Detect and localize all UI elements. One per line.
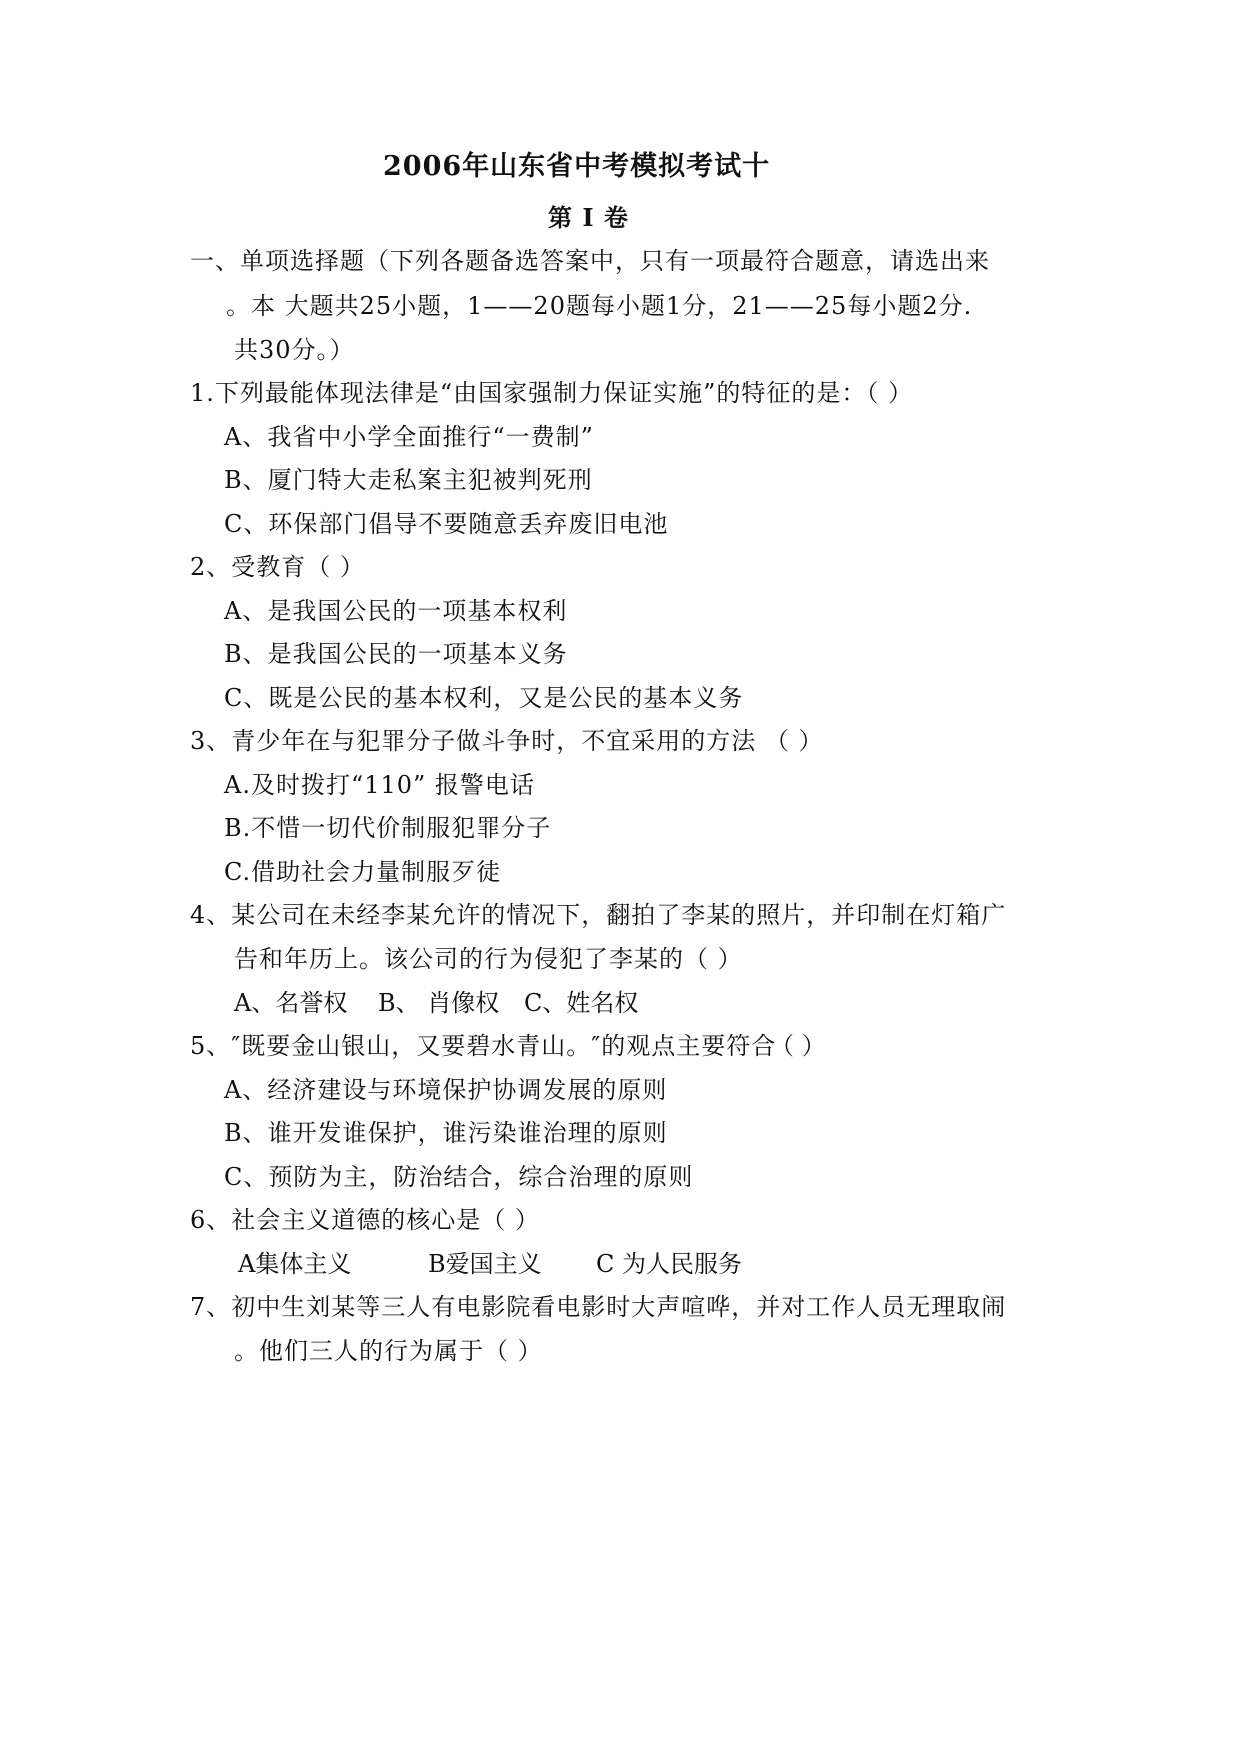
question-5-option-c: C、预防为主，防治结合，综合治理的原则 bbox=[224, 1163, 694, 1191]
question-7-stem-line-2: 。他们三人的行为属于（ ） bbox=[234, 1337, 543, 1365]
question-1-option-b: B、厦门特大走私案主犯被判死刑 bbox=[224, 466, 593, 494]
section-instruction-line-3: 共30分。） bbox=[234, 336, 355, 364]
question-5-option-a: A、经济建设与环境保护协调发展的原则 bbox=[224, 1076, 668, 1104]
question-4-stem-line-1: 4、某公司在未经李某允许的情况下，翻拍了李某的照片，并印制在灯箱广 bbox=[190, 901, 1007, 929]
question-1-stem: 1.下列最能体现法律是“由国家强制力保证实施”的特征的是：（ ） bbox=[190, 379, 914, 407]
section-instruction-line-1: 一、单项选择题（下列各题备选答案中，只有一项最符合题意，请选出来 bbox=[190, 247, 990, 275]
question-3-option-a: A.及时拨打“110” 报警电话 bbox=[224, 771, 535, 799]
question-5-stem: 5、″既要金山银山，又要碧水青山。″的观点主要符合 bbox=[190, 1032, 777, 1060]
question-3-option-b: B.不惜一切代价制服犯罪分子 bbox=[224, 814, 552, 842]
question-4-option-c: C、姓名权 bbox=[524, 989, 639, 1017]
question-6-stem: 6、社会主义道德的核心是（ ） bbox=[190, 1206, 540, 1234]
volume-heading: 第 I 卷 bbox=[548, 203, 629, 232]
question-2-stem: 2、受教育（ ） bbox=[190, 553, 365, 581]
question-7-stem-line-1: 7、初中生刘某等三人有电影院看电影时大声喧哗，并对工作人员无理取闹 bbox=[190, 1293, 1007, 1321]
question-4-stem-line-2: 告和年历上。该公司的行为侵犯了李某的（ ） bbox=[234, 945, 743, 973]
question-2-option-a: A、是我国公民的一项基本权利 bbox=[224, 597, 568, 625]
page-title: 2006年山东省中考模拟考试十 bbox=[383, 151, 771, 182]
question-1-option-a: A、我省中小学全面推行“一费制” bbox=[224, 423, 594, 451]
question-1-option-c: C、环保部门倡导不要随意丢弃废旧电池 bbox=[224, 510, 669, 538]
question-4-option-a: A、名誉权 bbox=[234, 989, 348, 1017]
question-4-option-b: B、 肖像权 bbox=[378, 989, 500, 1017]
question-6-option-a: A集体主义 bbox=[238, 1250, 352, 1278]
section-instruction-line-2: 。本 大题共25小题，1——20题每小题1分，21——25每小题2分. bbox=[226, 292, 973, 320]
question-3-stem: 3、青少年在与犯罪分子做斗争时，不宜采用的方法 （ ） bbox=[190, 727, 824, 755]
question-6-option-b: B爱国主义 bbox=[428, 1250, 542, 1278]
question-5-blank: （ ） bbox=[770, 1032, 826, 1060]
question-6-option-c: C 为人民服务 bbox=[596, 1250, 742, 1278]
question-2-option-c: C、既是公民的基本权利，又是公民的基本义务 bbox=[224, 684, 744, 712]
question-2-option-b: B、是我国公民的一项基本义务 bbox=[224, 640, 568, 668]
question-3-option-c: C.借助社会力量制服歹徒 bbox=[224, 858, 502, 886]
question-5-option-b: B、谁开发谁保护，谁污染谁治理的原则 bbox=[224, 1119, 668, 1147]
